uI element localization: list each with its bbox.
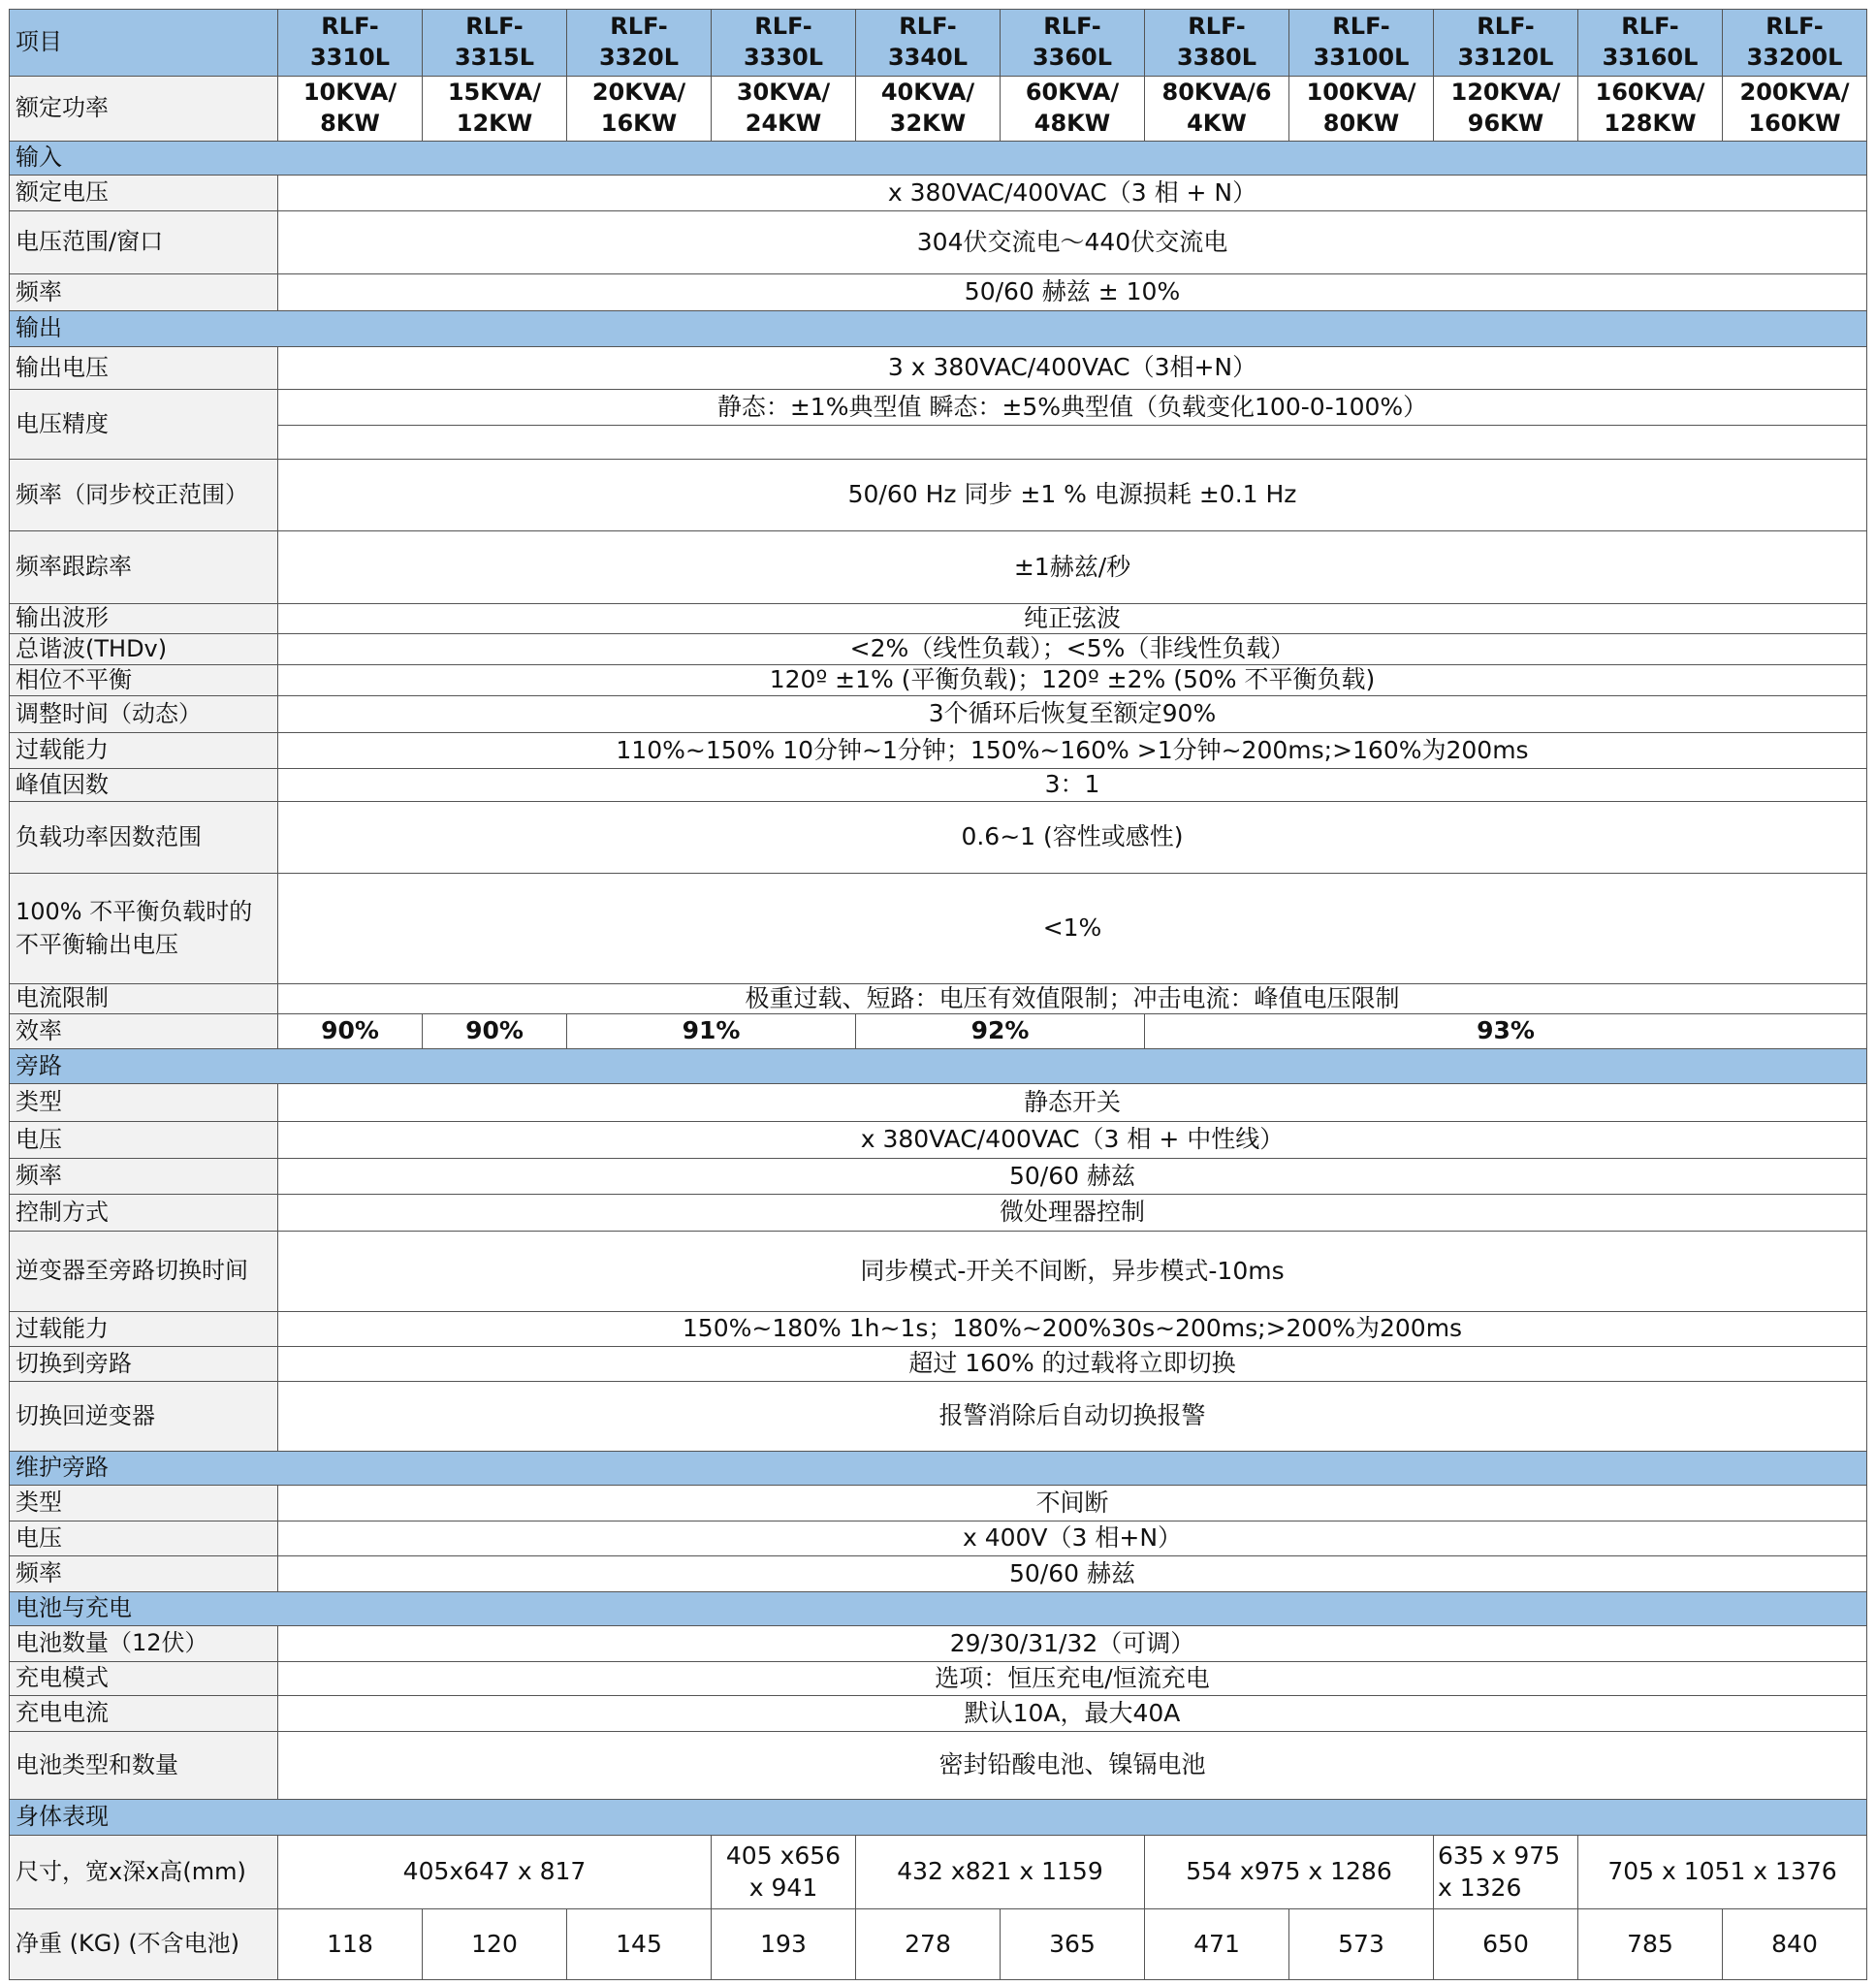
item-header: 项目 xyxy=(10,10,278,77)
dimensions-label: 尺寸，宽x深x高(mm) xyxy=(10,1836,278,1909)
section-title-battery: 电池与充电 xyxy=(10,1592,1867,1626)
efficiency-value: 90% xyxy=(423,1014,567,1049)
spec-value: 静态：±1%典型值 瞬态：±5%典型值（负载变化100-0-100%） xyxy=(278,390,1867,426)
rated-power-cell xyxy=(423,77,567,142)
net-weight-value: 840 xyxy=(1723,1909,1867,1980)
net-weight-value: 118 xyxy=(278,1909,423,1980)
spec-label: 电压范围/窗口 xyxy=(10,211,278,274)
spec-table xyxy=(9,9,1867,1980)
section-title-input: 输入 xyxy=(10,142,1867,176)
rated-power-cell xyxy=(567,77,712,142)
rated-power-value: 120KVA/ 96KW xyxy=(1450,79,1561,137)
spec-label: 控制方式 xyxy=(10,1195,278,1232)
rated-power-cell xyxy=(712,77,856,142)
spec-label: 充电电流 xyxy=(10,1696,278,1732)
model-name: RLF- 33120L xyxy=(1457,13,1554,71)
spec-value: 50/60 赫兹 xyxy=(278,1159,1867,1195)
dimensions-value: 405 x656 x 941 xyxy=(725,1842,842,1902)
net-weight-value: 145 xyxy=(567,1909,712,1980)
rated-power-cell xyxy=(1001,77,1145,142)
rated-power-value: 100KVA/ 80KW xyxy=(1306,79,1416,137)
section-title-output: 输出 xyxy=(10,311,1867,347)
spec-label: 频率 xyxy=(10,1159,278,1195)
spec-label: 频率（同步校正范围） xyxy=(10,460,278,531)
spec-value: 微处理器控制 xyxy=(278,1195,1867,1232)
spec-label: 过载能力 xyxy=(10,1312,278,1347)
spec-label: 类型 xyxy=(10,1084,278,1122)
spec-value: 超过 160% 的过载将立即切换 xyxy=(278,1347,1867,1382)
model-name: RLF- 3380L xyxy=(1176,13,1257,71)
spec-label: 频率 xyxy=(10,274,278,311)
spec-label: 总谐波(THDv) xyxy=(10,634,278,665)
spec-label: 电压精度 xyxy=(10,390,278,460)
spec-value: 选项：恒压充电/恒流充电 xyxy=(278,1662,1867,1696)
rated-power-cell xyxy=(1723,77,1867,142)
model-name: RLF- 3310L xyxy=(309,13,391,71)
spec-label: 充电模式 xyxy=(10,1662,278,1696)
spec-value: 静态开关 xyxy=(278,1084,1867,1122)
dimensions-value: 705 x 1051 x 1376 xyxy=(1578,1836,1867,1909)
efficiency-value: 90% xyxy=(278,1014,423,1049)
spec-value: 29/30/31/32（可调） xyxy=(278,1626,1867,1662)
dimensions-value: 554 x975 x 1286 xyxy=(1145,1836,1434,1909)
rated-power-value: 30KVA/ 24KW xyxy=(736,79,831,137)
model-header xyxy=(1145,10,1289,77)
spec-label: 电压 xyxy=(10,1522,278,1556)
spec-value: 不间断 xyxy=(278,1486,1867,1522)
model-header xyxy=(278,10,423,77)
spec-value: 50/60 赫兹 ± 10% xyxy=(278,274,1867,311)
spec-value: x 400V（3 相+N） xyxy=(278,1522,1867,1556)
section-title-physical: 身体表现 xyxy=(10,1800,1867,1836)
empty-value-cell xyxy=(278,426,1867,460)
spec-label: 频率 xyxy=(10,1556,278,1592)
spec-label: 输出电压 xyxy=(10,347,278,390)
spec-value: 3：1 xyxy=(278,769,1867,802)
spec-value: <2%（线性负载）；<5%（非线性负载） xyxy=(278,634,1867,665)
rated-power-value: 20KVA/ 16KW xyxy=(591,79,686,137)
spec-label: 过载能力 xyxy=(10,733,278,769)
spec-value: 密封铅酸电池、镍镉电池 xyxy=(278,1732,1867,1800)
rated-power-cell xyxy=(1578,77,1723,142)
net-weight-value: 193 xyxy=(712,1909,856,1980)
model-header xyxy=(1434,10,1578,77)
rated-power-value: 10KVA/ 8KW xyxy=(302,79,397,137)
model-header xyxy=(1723,10,1867,77)
model-header xyxy=(1289,10,1434,77)
model-header xyxy=(1578,10,1723,77)
dimensions-cell xyxy=(1434,1836,1578,1909)
spec-label: 电流限制 xyxy=(10,984,278,1014)
spec-label: 电池类型和数量 xyxy=(10,1732,278,1800)
spec-value: 110%~150% 10分钟~1分钟；150%~160% >1分钟~200ms;>160%为200ms xyxy=(278,733,1867,769)
rated-power-value: 40KVA/ 32KW xyxy=(880,79,975,137)
model-name: RLF- 33160L xyxy=(1602,13,1699,71)
model-name: RLF- 3360L xyxy=(1032,13,1113,71)
dimensions-value: 635 x 975 x 1326 xyxy=(1438,1842,1561,1902)
model-name: RLF- 33100L xyxy=(1313,13,1410,71)
spec-value: ±1赫兹/秒 xyxy=(278,531,1867,604)
rated-power-label: 额定功率 xyxy=(10,77,278,142)
model-header xyxy=(423,10,567,77)
efficiency-value: 93% xyxy=(1145,1014,1867,1049)
section-title-bypass: 旁路 xyxy=(10,1049,1867,1084)
spec-label: 100% 不平衡负载时的 不平衡输出电压 xyxy=(16,897,253,958)
spec-label: 峰值因数 xyxy=(10,769,278,802)
spec-value: 报警消除后自动切换报警 xyxy=(278,1382,1867,1452)
spec-label: 逆变器至旁路切换时间 xyxy=(10,1232,278,1312)
net-weight-value: 573 xyxy=(1289,1909,1434,1980)
efficiency-value: 91% xyxy=(567,1014,856,1049)
spec-label: 额定电压 xyxy=(10,176,278,211)
dimensions-value: 405x647 x 817 xyxy=(278,1836,712,1909)
model-header xyxy=(567,10,712,77)
net-weight-value: 120 xyxy=(423,1909,567,1980)
section-title-maintenance-bypass: 维护旁路 xyxy=(10,1452,1867,1486)
rated-power-cell xyxy=(856,77,1001,142)
efficiency-label: 效率 xyxy=(10,1014,278,1049)
model-name: RLF- 3340L xyxy=(887,13,969,71)
rated-power-value: 60KVA/ 48KW xyxy=(1025,79,1120,137)
spec-label: 相位不平衡 xyxy=(10,665,278,696)
model-header xyxy=(856,10,1001,77)
net-weight-label: 净重 (KG) (不含电池) xyxy=(10,1909,278,1980)
model-name: RLF- 3320L xyxy=(598,13,680,71)
spec-value: 304伏交流电～440伏交流电 xyxy=(278,211,1867,274)
spec-value: 0.6~1 (容性或感性) xyxy=(278,802,1867,874)
net-weight-value: 471 xyxy=(1145,1909,1289,1980)
spec-label: 负载功率因数范围 xyxy=(10,802,278,874)
spec-label: 输出波形 xyxy=(10,604,278,634)
rated-power-cell xyxy=(278,77,423,142)
spec-label: 电池数量（12伏） xyxy=(10,1626,278,1662)
model-header xyxy=(1001,10,1145,77)
model-name: RLF- 33200L xyxy=(1746,13,1843,71)
model-name: RLF- 3315L xyxy=(454,13,535,71)
rated-power-value: 160KVA/ 128KW xyxy=(1595,79,1705,137)
spec-value: 50/60 赫兹 xyxy=(278,1556,1867,1592)
rated-power-value: 15KVA/ 12KW xyxy=(447,79,542,137)
spec-value: 3个循环后恢复至额定90% xyxy=(278,696,1867,733)
spec-value: 同步模式-开关不间断，异步模式-10ms xyxy=(278,1232,1867,1312)
spec-label: 切换到旁路 xyxy=(10,1347,278,1382)
net-weight-value: 785 xyxy=(1578,1909,1723,1980)
spec-value: 纯正弦波 xyxy=(278,604,1867,634)
spec-value: x 380VAC/400VAC（3 相 + 中性线） xyxy=(278,1122,1867,1159)
rated-power-value: 200KVA/ 160KW xyxy=(1739,79,1850,137)
spec-label-cell xyxy=(10,874,278,984)
rated-power-cell xyxy=(1289,77,1434,142)
spec-value: x 380VAC/400VAC（3 相 + N） xyxy=(278,176,1867,211)
spec-value: 120º ±1% (平衡负载)；120º ±2% (50% 不平衡负载) xyxy=(278,665,1867,696)
net-weight-value: 278 xyxy=(856,1909,1001,1980)
rated-power-cell xyxy=(1145,77,1289,142)
spec-label: 切换回逆变器 xyxy=(10,1382,278,1452)
model-name: RLF- 3330L xyxy=(743,13,824,71)
spec-value: 极重过载、短路：电压有效值限制；冲击电流：峰值电压限制 xyxy=(278,984,1867,1014)
net-weight-value: 650 xyxy=(1434,1909,1578,1980)
spec-label: 类型 xyxy=(10,1486,278,1522)
spec-value: 默认10A，最大40A xyxy=(278,1696,1867,1732)
efficiency-value: 92% xyxy=(856,1014,1145,1049)
spec-value: <1% xyxy=(278,874,1867,984)
spec-value: 150%~180% 1h~1s；180%~200%30s~200ms;>200%为200ms xyxy=(278,1312,1867,1347)
dimensions-cell xyxy=(712,1836,856,1909)
rated-power-cell xyxy=(1434,77,1578,142)
dimensions-value: 432 x821 x 1159 xyxy=(856,1836,1145,1909)
net-weight-value: 365 xyxy=(1001,1909,1145,1980)
rated-power-value: 80KVA/6 4KW xyxy=(1161,79,1272,137)
spec-value: 3 x 380VAC/400VAC（3相+N） xyxy=(278,347,1867,390)
spec-value: 50/60 Hz 同步 ±1 % 电源损耗 ±0.1 Hz xyxy=(278,460,1867,531)
model-header xyxy=(712,10,856,77)
spec-label: 频率跟踪率 xyxy=(10,531,278,604)
spec-label: 电压 xyxy=(10,1122,278,1159)
spec-label: 调整时间（动态） xyxy=(10,696,278,733)
